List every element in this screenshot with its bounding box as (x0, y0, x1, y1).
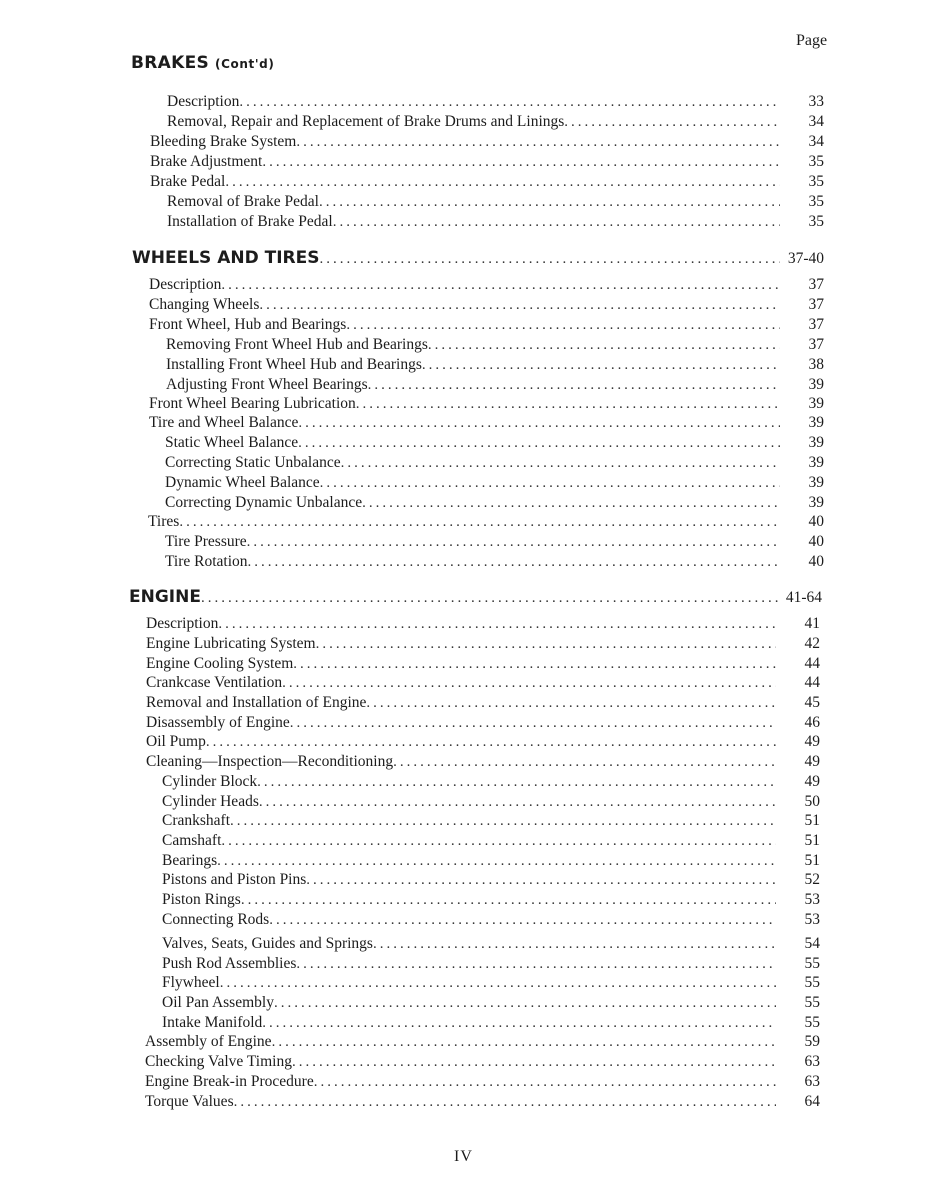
entry-label: Tire Pressure (165, 533, 247, 550)
entry-page: 55 (804, 974, 820, 991)
dot-leader (234, 1092, 776, 1112)
entry-label: Piston Rings (162, 891, 241, 908)
dot-leader (272, 1032, 776, 1052)
entry-page: 46 (804, 714, 820, 731)
entry-page: 54 (804, 935, 820, 952)
dot-leader (306, 870, 776, 890)
entry-page: 51 (804, 852, 820, 869)
toc-entry (146, 713, 820, 733)
entry-label: Description (167, 93, 240, 110)
dot-leader (341, 453, 780, 473)
entry-label: Front Wheel, Hub and Bearings (149, 316, 347, 333)
brakes-subtitle: (Cont'd) (215, 57, 275, 71)
toc-entry (150, 172, 824, 192)
entry-page: 33 (808, 93, 824, 110)
toc-entry (150, 132, 824, 152)
entry-label: Changing Wheels (149, 296, 260, 313)
entry-page: 53 (804, 911, 820, 928)
dot-leader (221, 275, 780, 295)
entry-label: Crankcase Ventilation (146, 674, 283, 691)
entry-page: 37 (808, 296, 824, 313)
section-page-range: 37-40 (787, 250, 824, 267)
entry-page: 52 (804, 871, 820, 888)
entry-label: Brake Pedal (150, 173, 226, 190)
entry-page: 55 (804, 955, 820, 972)
dot-leader (298, 413, 780, 433)
entry-page: 38 (808, 356, 824, 373)
entry-label: Camshaft (162, 832, 222, 849)
entry-label: Front Wheel Bearing Lubrication (149, 395, 356, 412)
dot-leader (257, 772, 776, 792)
entry-label: Installing Front Wheel Hub and Bearings (166, 356, 422, 373)
entry-page: 35 (808, 153, 824, 170)
toc-entry (162, 890, 820, 910)
dot-leader (290, 713, 776, 733)
entry-label: Tires (148, 513, 180, 530)
toc-entry (166, 355, 824, 375)
entry-label: Crankshaft (162, 812, 231, 829)
entry-page: 45 (804, 694, 820, 711)
toc-entry (149, 295, 824, 315)
entry-label: Description (146, 615, 219, 632)
dot-leader (296, 954, 776, 974)
entry-label: Removing Front Wheel Hub and Bearings (166, 336, 428, 353)
toc-entry (146, 634, 820, 654)
dot-leader (239, 92, 780, 112)
entry-page: 51 (804, 812, 820, 829)
entry-label: Adjusting Front Wheel Bearings (166, 376, 368, 393)
toc-entry (146, 693, 820, 713)
entry-page: 63 (804, 1053, 820, 1070)
entry-label: Removal and Installation of Engine (146, 694, 367, 711)
entry-label: Torque Values (145, 1093, 234, 1110)
toc-entry (162, 831, 820, 851)
toc-entry (148, 512, 824, 532)
toc-entry (165, 532, 824, 552)
dot-leader (269, 910, 776, 930)
entry-label: Brake Adjustment (150, 153, 263, 170)
entry-page: 49 (804, 733, 820, 750)
dot-leader (298, 433, 780, 453)
toc-entry (167, 192, 824, 212)
entry-page: 41 (804, 615, 820, 632)
dot-leader (206, 732, 776, 752)
entry-label: Tire and Wheel Balance (149, 414, 299, 431)
entry-page: 49 (804, 753, 820, 770)
entry-page: 34 (808, 133, 824, 150)
entry-page: 59 (804, 1033, 820, 1050)
toc-entry (149, 413, 824, 433)
entry-label: Push Rod Assemblies (162, 955, 297, 972)
section-heading-wheels (132, 248, 824, 269)
dot-leader (225, 172, 780, 192)
page-column-label: Page (796, 32, 828, 49)
toc-entry (165, 473, 824, 493)
dot-leader (366, 693, 776, 713)
section-heading-engine (129, 587, 822, 608)
toc-entry (166, 335, 824, 355)
entry-label: Engine Cooling System (146, 655, 294, 672)
entry-page: 40 (808, 553, 824, 570)
toc-entry (162, 851, 820, 871)
toc-entry (165, 453, 824, 473)
toc-entry (162, 993, 820, 1013)
dot-leader (293, 654, 776, 674)
dot-leader (316, 634, 776, 654)
entry-label: Correcting Dynamic Unbalance (165, 494, 363, 511)
dot-leader (564, 112, 780, 132)
entry-page: 50 (804, 793, 820, 810)
entry-label: Oil Pan Assembly (162, 994, 274, 1011)
entry-label: Cylinder Block (162, 773, 258, 790)
entry-label: Valves, Seats, Guides and Springs (162, 935, 373, 952)
entry-page: 49 (804, 773, 820, 790)
dot-leader (218, 614, 776, 634)
toc-entry (149, 315, 824, 335)
dot-leader (282, 673, 776, 693)
page-folio: IV (454, 1148, 473, 1165)
entry-label: Pistons and Piston Pins (162, 871, 307, 888)
entry-page: 39 (808, 434, 824, 451)
dot-leader (422, 355, 780, 375)
entry-page: 35 (808, 173, 824, 190)
toc-entry (146, 614, 820, 634)
dot-leader (247, 532, 780, 552)
dot-leader (259, 792, 776, 812)
toc-entry (145, 1072, 820, 1092)
dot-leader (179, 512, 780, 532)
entry-label: Bleeding Brake System (150, 133, 297, 150)
toc-entry (162, 934, 820, 954)
entry-page: 44 (804, 674, 820, 691)
entry-page: 37 (808, 316, 824, 333)
toc-entry (150, 152, 824, 172)
entry-page: 37 (808, 276, 824, 293)
section-title-wheels: WHEELS AND TIRES (132, 248, 320, 268)
entry-page: 39 (808, 454, 824, 471)
entry-page: 39 (808, 395, 824, 412)
dot-leader (248, 552, 780, 572)
entry-label: Engine Lubricating System (146, 635, 316, 652)
brakes-title: BRAKES (131, 53, 210, 73)
dot-leader (333, 212, 780, 232)
dot-leader (292, 1052, 776, 1072)
dot-leader (220, 973, 776, 993)
entry-page: 53 (804, 891, 820, 908)
toc-entry (149, 394, 824, 414)
entry-label: Bearings (162, 852, 218, 869)
dot-leader (393, 752, 776, 772)
toc-entry (146, 654, 820, 674)
dot-leader (368, 375, 780, 395)
toc-entry (145, 1052, 820, 1072)
entry-page: 34 (808, 113, 824, 130)
entry-label: Disassembly of Engine (146, 714, 290, 731)
entry-page: 39 (808, 414, 824, 431)
dot-leader (319, 192, 780, 212)
toc-entry (162, 1013, 820, 1033)
toc-entry (162, 792, 820, 812)
dot-leader (262, 1013, 776, 1033)
dot-leader (356, 394, 780, 414)
toc-entry (149, 275, 824, 295)
entry-label: Removal of Brake Pedal (167, 193, 319, 210)
toc-entry (166, 375, 824, 395)
dot-leader (314, 1072, 776, 1092)
entry-label: Flywheel (162, 974, 220, 991)
dot-leader (373, 934, 776, 954)
entry-label: Intake Manifold (162, 1014, 263, 1031)
toc-entry (162, 954, 820, 974)
entry-page: 40 (808, 533, 824, 550)
dot-leader (217, 851, 776, 871)
dot-leader (428, 335, 780, 355)
entry-label: Installation of Brake Pedal (167, 213, 333, 230)
entry-page: 39 (808, 474, 824, 491)
dot-leader (241, 890, 776, 910)
entry-page: 35 (808, 193, 824, 210)
entry-page: 44 (804, 655, 820, 672)
entry-page: 42 (804, 635, 820, 652)
entry-page: 39 (808, 494, 824, 511)
dot-leader (274, 993, 776, 1013)
toc-entry (165, 433, 824, 453)
section-title-brakes (131, 53, 274, 73)
entry-page: 39 (808, 376, 824, 393)
dot-leader (296, 132, 780, 152)
toc-entry (167, 92, 824, 112)
dot-leader (259, 295, 780, 315)
toc-entry (162, 772, 820, 792)
entry-label: Assembly of Engine (145, 1033, 272, 1050)
toc-entry (146, 673, 820, 693)
entry-label: Description (149, 276, 222, 293)
dot-leader (221, 831, 776, 851)
dot-leader (346, 315, 780, 335)
dot-leader (320, 473, 780, 493)
toc-entry (162, 973, 820, 993)
entry-label: Static Wheel Balance (165, 434, 299, 451)
dot-leader (262, 152, 780, 172)
entry-page: 64 (804, 1093, 820, 1110)
toc-entry (145, 1092, 820, 1112)
toc-entry (167, 112, 824, 132)
dot-leader (362, 493, 780, 513)
toc-entry (146, 752, 820, 772)
entry-label: Engine Break-in Procedure (145, 1073, 314, 1090)
entry-label: Connecting Rods (162, 911, 270, 928)
entry-page: 55 (804, 994, 820, 1011)
entry-label: Cleaning—Inspection—Reconditioning (146, 753, 394, 770)
entry-label: Tire Rotation (165, 553, 248, 570)
toc-entry (145, 1032, 820, 1052)
entry-page: 55 (804, 1014, 820, 1031)
toc-entry (165, 493, 824, 513)
dot-leader (230, 811, 776, 831)
toc-entry (167, 212, 824, 232)
entry-page: 35 (808, 213, 824, 230)
toc-entry (146, 732, 820, 752)
entry-label: Cylinder Heads (162, 793, 259, 810)
entry-label: Oil Pump (146, 733, 206, 750)
toc-entry (162, 910, 820, 930)
entry-label: Removal, Repair and Replacement of Brake Drums and Linings (167, 113, 565, 130)
entry-label: Correcting Static Unbalance (165, 454, 341, 471)
section-page-range: 41-64 (785, 589, 822, 606)
entry-page: 37 (808, 336, 824, 353)
entry-page: 51 (804, 832, 820, 849)
entry-page: 40 (808, 513, 824, 530)
section-title-engine: ENGINE (129, 587, 201, 607)
entry-page: 63 (804, 1073, 820, 1090)
entry-label: Checking Valve Timing (145, 1053, 292, 1070)
dot-leader (201, 588, 778, 608)
entry-label: Dynamic Wheel Balance (165, 474, 320, 491)
dot-leader (319, 249, 780, 269)
toc-entry (165, 552, 824, 572)
toc-entry (162, 870, 820, 890)
toc-entry (162, 811, 820, 831)
